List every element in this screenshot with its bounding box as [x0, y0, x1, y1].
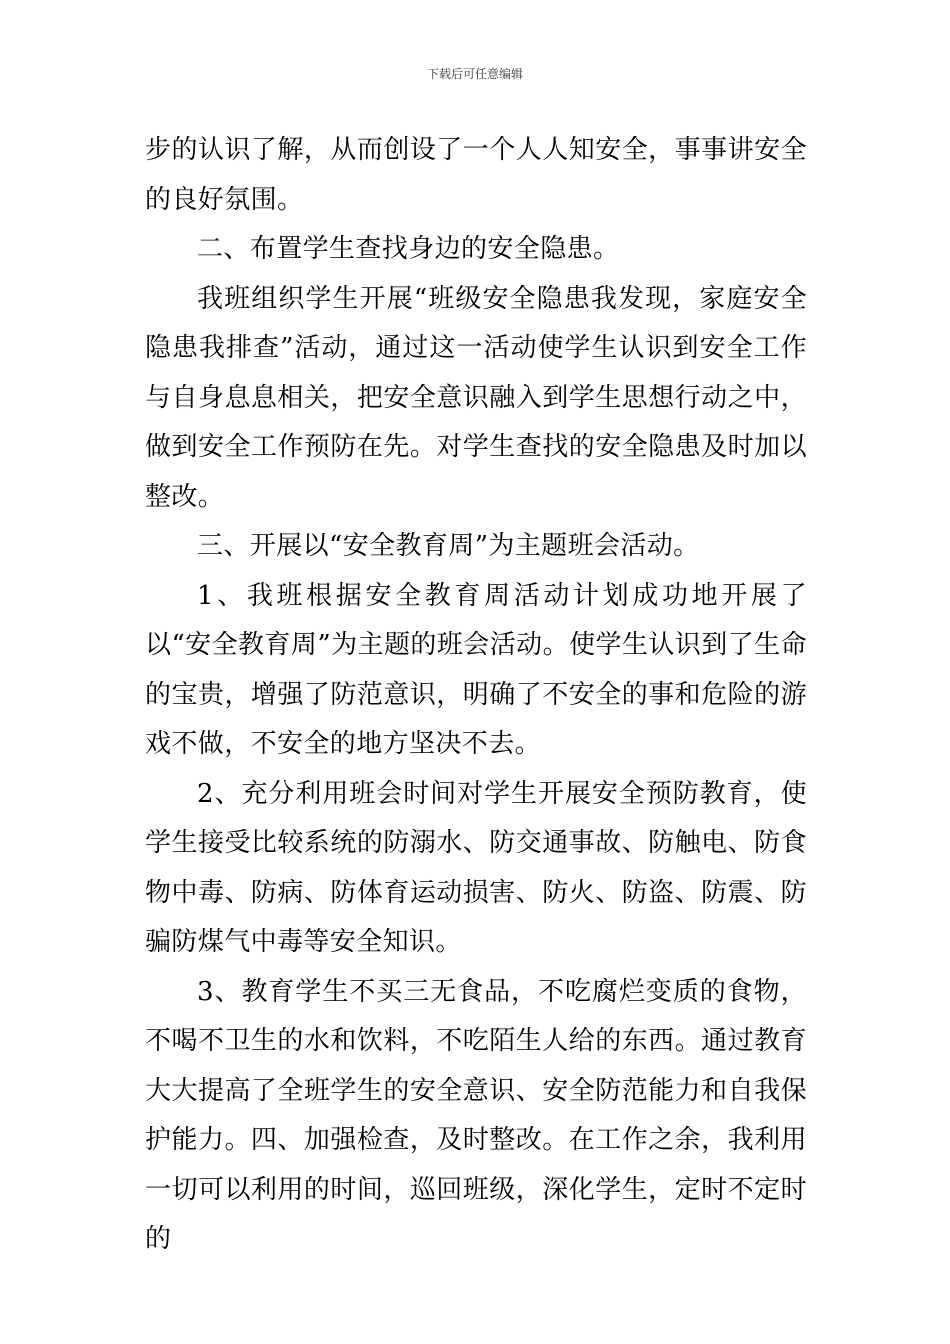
page-header: 下载后可任意编辑 [426, 67, 523, 81]
paragraph-continuation: 步的认识了解，从而创设了一个人人知安全，事事讲安全的良好氛围。 [145, 135, 807, 215]
document-body [145, 126, 807, 1265]
list-item-3: 3、教育学生不买三无食品，不吃腐烂变质的食物，不喝不卫生的水和饮料，不吃陌生人给的东西。通过教育大大提高了全班学生的安全意识、安全防范能力和自我保护能力。四、加强检查，及时整改。在工作之余，我利用一切可以利用的时间，巡回班级，深化学生，定时不定时的 [145, 976, 807, 1254]
section-heading-2: 二、布置学生查找身边的安全隐患。 [197, 234, 620, 264]
section-heading-3: 三、开展以“安全教育周”为主题班会活动。 [197, 531, 700, 561]
list-item-2: 2、充分利用班会时间对学生开展安全预防教育，使学生接受比较系统的防溺水、防交通事故、防触电、防食物中毒、防病、防体育运动损害、防火、防盗、防震、防骗防煤气中毒等安全知识。 [145, 778, 807, 957]
paragraph-hazard-activity: 我班组织学生开展“班级安全隐患我发现，家庭安全隐患我排查”活动，通过这一活动使学生认识到安全工作与自身息息相关，把安全意识融入到学生思想行动之中，做到安全工作预防在先。对学生查找的安全隐患及时加以整改。 [145, 283, 807, 512]
list-item-1: 1、我班根据安全教育周活动计划成功地开展了以“安全教育周”为主题的班会活动。使学生认识到了生命的宝贵，增强了防范意识，明确了不安全的事和危险的游戏不做，不安全的地方坚决不去。 [145, 580, 807, 759]
